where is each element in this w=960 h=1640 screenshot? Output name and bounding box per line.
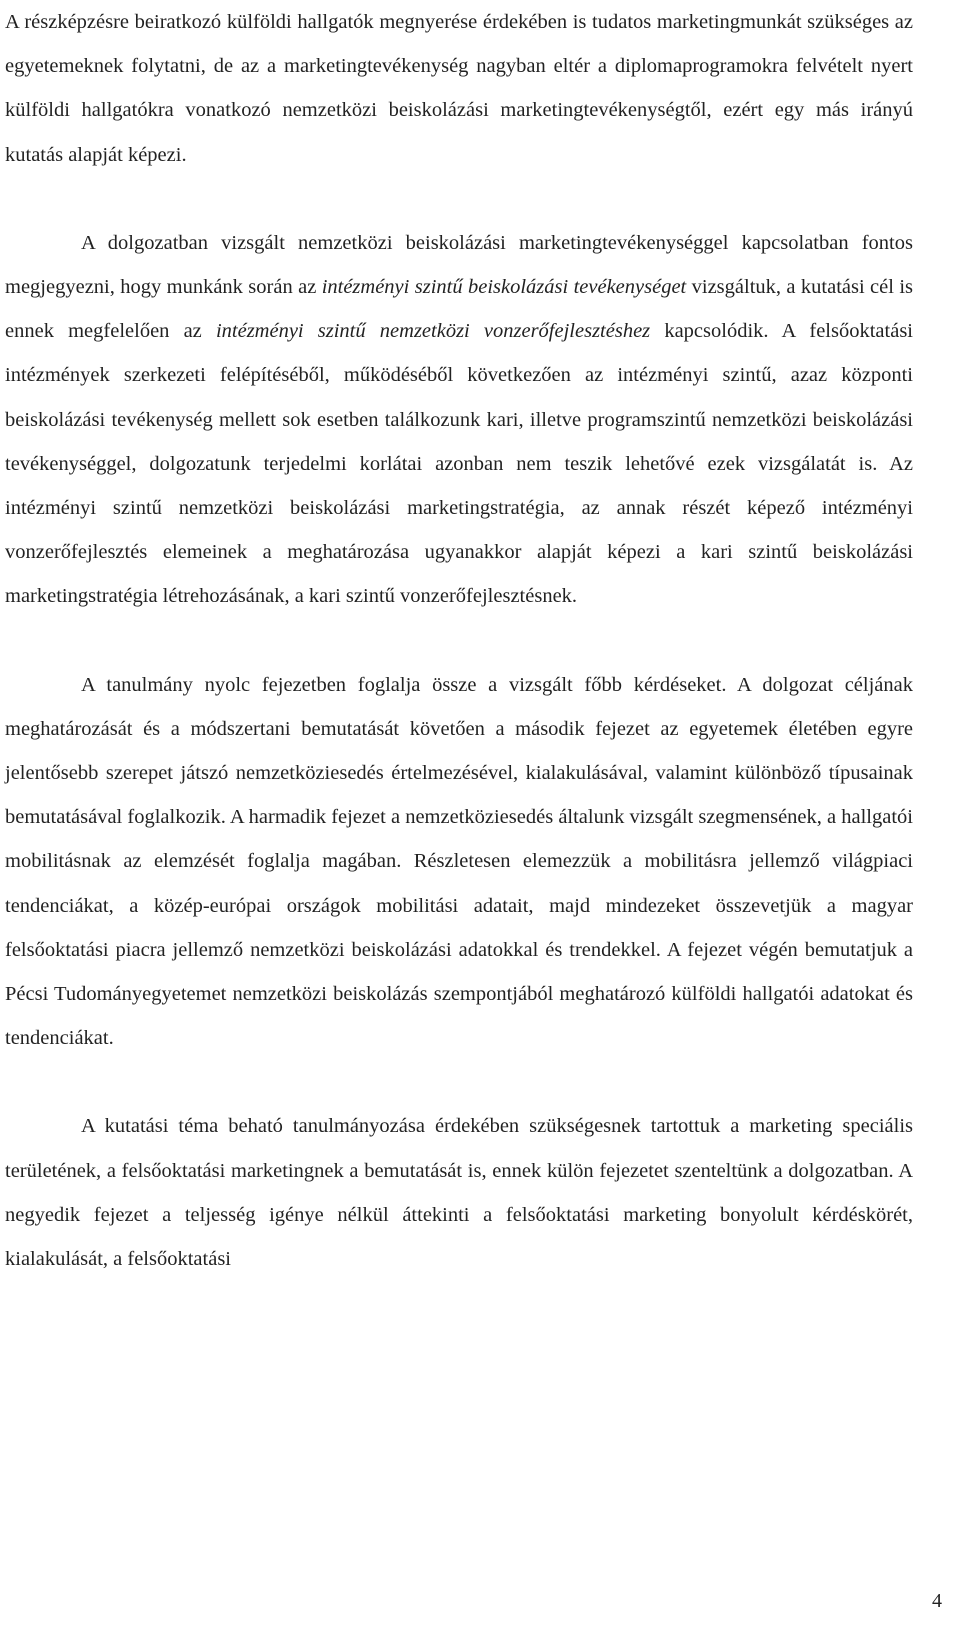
body-text bbox=[5, 0, 913, 1281]
paragraph-1-text: A részképzésre beiratkozó külföldi hallgatók megnyerése érdekében is tudatos marketingmunkát szükséges az egyetemeknek folytatni, de az a marketingtevékenység nagyban eltér a diplomaprogramokra felvételt nyert külföldi hallgatókra vonatkozó nemzetközi beiskolázási marketingtevékenységtől, ezért egy más irányú kutatás alapját képezi. bbox=[5, 11, 913, 166]
paragraph-2-text-c: kapcsolódik. A felsőoktatási intézmények szerkezeti felépítéséből, működéséből következően az intézményi szintű, azaz központi beiskolázási tevékenység mellett sok esetben találkozunk kari, illetve programszintű nemzetközi beiskolázási tevékenységgel, dolgozatunk terjedelmi korlátai azonban nem teszik lehetővé ezek vizsgálatát is. Az intézményi szintű nemzetközi beiskolázási marketingstratégia, az annak részét képező intézményi vonzerőfejlesztés elemeinek a meghatározása ugyanakkor alapját képezi a kari szintű beiskolázási marketingstratégia létrehozásának, a kari szintű vonzerőfejlesztésnek. bbox=[5, 320, 913, 608]
paragraph-2-text-a: A dolgozatban vizsgált nemzetközi beiskolázási marketingtevékenységgel kapcsolatban fontos megjegyezni, hogy munkánk során az bbox=[5, 231, 913, 299]
paragraph-2 bbox=[5, 221, 913, 619]
paragraph-2-italic-b: intézményi szintű nemzetközi vonzerőfejlesztéshez bbox=[215, 320, 651, 343]
paragraph-3 bbox=[5, 663, 913, 1061]
paragraph-2-text-b: vizsgáltuk, a kutatási cél is ennek megfelelően az bbox=[5, 276, 913, 343]
paragraph-gap bbox=[5, 619, 913, 663]
paragraph-2-italic-a: intézményi szintű beiskolázási tevékenységet bbox=[321, 276, 687, 299]
paragraph-4-text: A kutatási téma beható tanulmányozása érdekében szükségesnek tartottuk a marketing speciális területének, a felsőoktatási marketingnek a bemutatását is, ennek külön fejezetet szenteltünk a dolgozatban. A negyedik fejezet a teljesség igénye nélkül áttekinti a felsőoktatási marketing bonyolult kérdéskörét, kialakulását, a felsőoktatási bbox=[5, 1115, 913, 1271]
page-number: 4 bbox=[932, 1590, 942, 1612]
paragraph-3-text: A tanulmány nyolc fejezetben foglalja össze a vizsgált főbb kérdéseket. A dolgozat céljának meghatározását és a módszertani bemutatását követően a második fejezet az egyetemek életében egyre jelentősebb szerepet játszó nemzetköziesedés értelmezésével, kialakulásával, valamint különböző típusainak bemutatásával foglalkozik. A harmadik fejezet a nemzetköziesedés általunk vizsgált szegmensének, a hallgatói mobilitásnak az elemzését foglalja magában. Részletesen elemezzük a mobilitásra jellemző világpiaci tendenciákat, a közép-európai országok mobilitási adatait, majd mindezeket összevetjük a magyar felsőoktatási piacra jellemző nemzetközi beiskolázási adatokkal és trendekkel. A fejezet végén bemutatjuk a Pécsi Tudományegyetemet nemzetközi beiskolázás szempontjából meghatározó külföldi hallgatói adatokat és tendenciákat. bbox=[5, 673, 913, 1050]
paragraph-4 bbox=[5, 1104, 913, 1281]
paragraph-gap bbox=[5, 177, 913, 221]
paragraph-gap bbox=[5, 1060, 913, 1104]
paragraph-1 bbox=[5, 0, 913, 177]
